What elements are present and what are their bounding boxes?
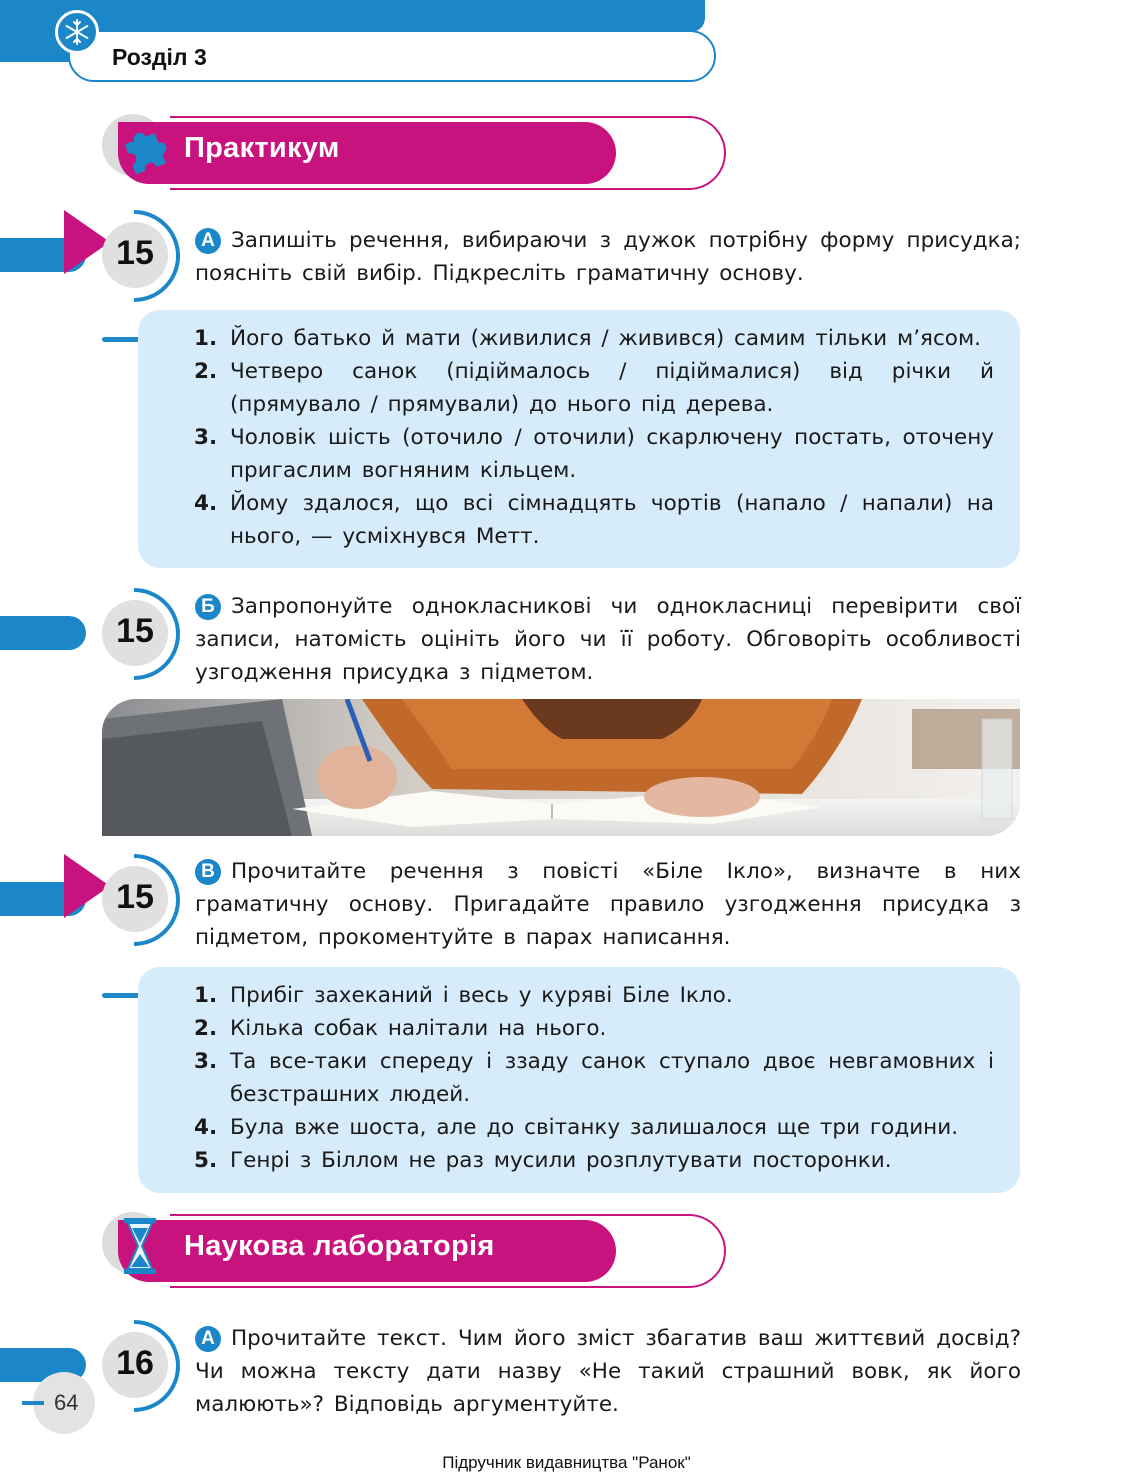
task-instruction	[195, 855, 1021, 954]
publisher-footer: Підручник видавництва "Ранок"	[442, 1453, 691, 1472]
task-number: 15	[116, 234, 154, 272]
section-banner-lab	[100, 1212, 630, 1290]
task-instruction	[195, 590, 1021, 689]
list-item: 3. Та все-таки спереду і ззаду санок ступало двоє невгамовних і безстрашних людей.	[194, 1049, 994, 1107]
list-item: 1. Його батько й мати (живилися / живився) самим тільки м’ясом.	[194, 326, 982, 351]
list-item: 2. Четверо санок (підіймалось / підіймалися) від річки й (прямувало / прямували) до нього під дерева.	[194, 359, 994, 417]
task-marker-15v	[0, 852, 200, 948]
task-text: Прочитайте текст. Чим його зміст збагатив ваш життєвий досвід? Чи можна тексту дати назву «Не такий страшний вовк, як його малюють»? Відповідь аргументуйте.	[195, 1326, 1021, 1417]
task-letter-badge: А	[195, 1326, 221, 1352]
section-title: Наукова лабораторія	[184, 1230, 495, 1262]
page-number-line	[22, 1401, 44, 1405]
list-item: 4. Йому здалося, що всі сімнадцять чортів (напало / напали) на нього, — усміхнувся Метт.	[194, 491, 994, 549]
chapter-title: Розділ 3	[112, 44, 207, 70]
task-instruction	[195, 224, 1021, 290]
list-item: 3. Чоловік шість (оточило / оточили) скарлючену постать, оточену пригаслим вогняним кільцем.	[194, 425, 994, 483]
task-number: 16	[116, 1344, 154, 1382]
writing-photo	[102, 699, 1020, 836]
page-number: 64	[54, 1390, 79, 1415]
task-letter-badge: В	[195, 859, 221, 885]
marker-bar	[0, 616, 86, 650]
hourglass-icon	[122, 1216, 158, 1280]
list-item: 5. Генрі з Біллом не раз мусили розплутувати посторонки.	[194, 1148, 892, 1173]
task-instruction	[195, 1322, 1021, 1421]
exercise-box	[138, 967, 1020, 1193]
section-title: Практикум	[184, 132, 340, 164]
list-item: 4. Була вже шоста, але до світанку залишалося ще три години.	[194, 1115, 959, 1140]
task-text: Прочитайте речення з повісті «Біле Ікло», визначте в них граматичну основу. Пригадайте правило узгодження присудка з підметом, прокоментуйте в парах написання.	[195, 859, 1021, 950]
task-letter-badge: Б	[195, 594, 221, 620]
exercise-box	[138, 310, 1020, 568]
task-marker-15b	[0, 586, 200, 682]
task-letter-badge: А	[195, 228, 221, 254]
list-item: 1. Прибіг захеканий і весь у куряві Біле Ікло.	[194, 983, 733, 1008]
header-bar	[0, 0, 705, 32]
list-item: 2. Кілька собак налітали на нього.	[194, 1016, 607, 1041]
section-banner-practicum	[100, 114, 630, 192]
exercise-list	[194, 979, 994, 1177]
task-text: Запишіть речення, вибираючи з дужок потрібну форму присудка; поясніть свій вибір. Підкресліть граматичну основу.	[195, 228, 1021, 286]
task-number: 15	[116, 878, 154, 916]
task-marker-16a	[0, 1318, 200, 1414]
task-marker-15a	[0, 208, 200, 304]
puzzle-icon	[118, 124, 170, 180]
exercise-list	[194, 322, 994, 553]
snowflake-icon	[55, 10, 99, 54]
task-number: 15	[116, 612, 154, 650]
task-text: Запропонуйте однокласникові чи однокласниці перевірити свої записи, натомість оцініть його чи її роботу. Обговоріть особливості узгодження присудка з підметом.	[195, 594, 1021, 685]
